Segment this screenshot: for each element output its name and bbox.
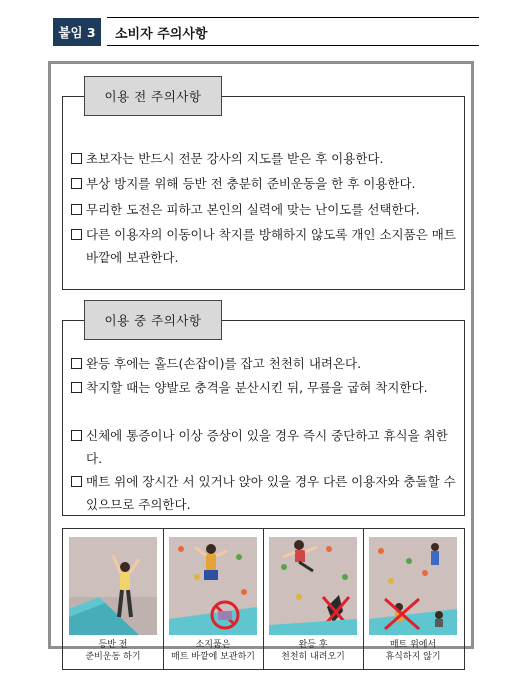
checkbox-square-icon (71, 229, 82, 240)
header-rule-bottom (107, 45, 479, 46)
checkbox-square-icon (71, 430, 82, 441)
caption: 소지품은 매트 바깥에 보관하기 (171, 640, 255, 662)
caption: 등반 전 준비운동 하기 (85, 640, 141, 662)
list-item: 무리한 도전은 피하고 본인의 실력에 맞는 난이도를 선택한다. (72, 198, 462, 221)
checkbox-square-icon (71, 178, 82, 189)
list-item: 신체에 통증이나 이상 증상이 있을 경우 즉시 중단하고 휴식을 취한다. (72, 424, 462, 470)
page-title: 소비자 주의사항 (115, 27, 208, 42)
illustration-cell (63, 529, 163, 669)
illustration-strip (62, 528, 465, 670)
checkbox-square-icon (71, 358, 82, 369)
during-use-title: 이용 중 주의사항 (84, 300, 222, 340)
stretching-person-illustration (69, 537, 157, 635)
list-item: 부상 방지를 위해 등반 전 충분히 준비운동을 한 후 이용한다. (72, 172, 462, 195)
list-item: 착지할 때는 양발로 충격을 분산시킨 뒤, 무릎을 굽혀 착지한다. (72, 376, 462, 399)
before-use-title: 이용 전 주의사항 (84, 76, 222, 116)
appendix-tag: 붙임 3 (53, 18, 101, 46)
document-header (53, 16, 479, 48)
caption: 완등 후 천천히 내려오기 (281, 640, 345, 662)
illustration-cell (363, 529, 463, 669)
resting-on-mat-prohibited-illustration (369, 537, 457, 635)
list-item: 매트 위에 장시간 서 있거나 앉아 있을 경우 다른 이용자와 충돌할 수 있으므로 주의한다. (72, 470, 462, 516)
caption: 매트 위에서 휴식하지 않기 (385, 640, 441, 662)
illustration-cell (163, 529, 263, 669)
illustration-cell (263, 529, 363, 669)
list-item: 초보자는 반드시 전문 강사의 지도를 받은 후 이용한다. (72, 147, 462, 170)
checkbox-square-icon (71, 382, 82, 393)
checkbox-square-icon (71, 153, 82, 164)
list-item: 완등 후에는 홀드(손잡이)를 잡고 천천히 내려온다. (72, 352, 462, 375)
checkbox-square-icon (71, 204, 82, 215)
list-item: 다른 이용자의 이동이나 착지를 방해하지 않도록 개인 소지품은 매트 바깥에 보관한다. (72, 223, 462, 269)
jumping-climber-prohibited-illustration (269, 537, 357, 635)
climber-bag-prohibited-illustration (169, 537, 257, 635)
header-rule-top (107, 17, 479, 18)
checkbox-square-icon (71, 476, 82, 487)
